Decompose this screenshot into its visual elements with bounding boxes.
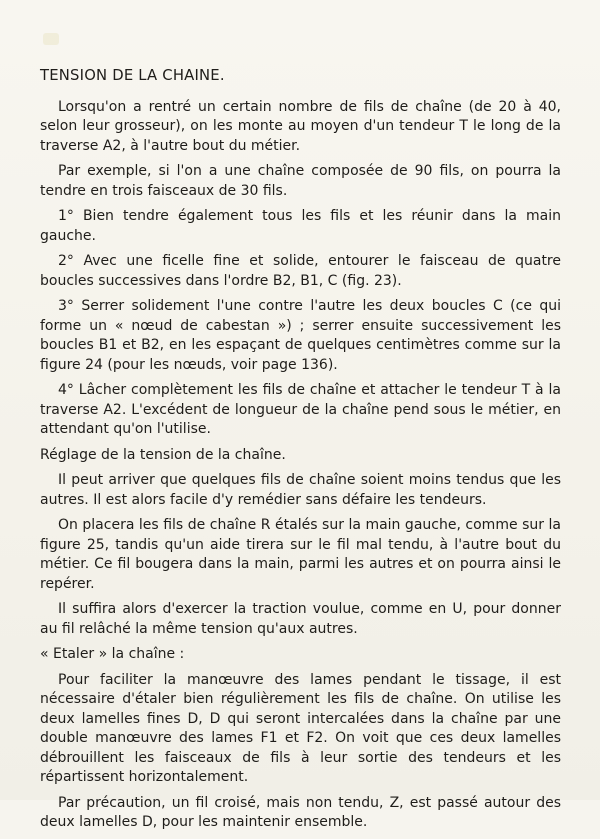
paragraph: 4° Lâcher complètement les fils de chaîne et attacher le tendeur T à la traverse A2. L'excédent de longueur de la chaîne pend sous le métier, en attendant qu'on l'utilise.	[40, 382, 561, 437]
paragraph: 1° Bien tendre également tous les fils et les réunir dans la main gauche.	[40, 208, 561, 244]
paragraph: On placera les fils de chaîne R étalés sur la main gauche, comme sur la figure 25, tandis qu'un aide tirera sur le fil mal tendu, à l'autre bout du métier. Ce fil bougera dans la main, parmi les autres et on pourra ainsi le repérer.	[40, 517, 561, 592]
section-title: TENSION DE LA CHAINE.	[40, 67, 225, 84]
document-body	[40, 66, 561, 839]
paragraph: Par exemple, si l'on a une chaîne composée de 90 fils, on pourra la tendre en trois faisceaux de 30 fils.	[40, 163, 561, 199]
paragraph: Il suffira alors d'exercer la traction voulue, comme en U, pour donner au fil relâché la même tension qu'aux autres.	[40, 601, 561, 637]
subheading: Réglage de la tension de la chaîne.	[40, 446, 286, 463]
paragraph: Lorsqu'on a rentré un certain nombre de fils de chaîne (de 20 à 40, selon leur grosseur), on les monte au moyen d'un tendeur T le long de la traverse A2, à l'autre bout du métier.	[40, 98, 561, 154]
subheading: « Etaler » la chaîne :	[40, 646, 185, 662]
paragraph: Il peut arriver que quelques fils de chaîne soient moins tendus que les autres. Il est alors facile d'y remédier sans défaire les tendeurs.	[40, 472, 561, 508]
paragraph: 2° Avec une ficelle fine et solide, entourer le faisceau de quatre boucles successives dans l'ordre B2, B1, C (fig. 23).	[40, 253, 561, 289]
paragraph: Pour faciliter la manœuvre des lames pendant le tissage, il est nécessaire d'étaler bien régulièrement les fils de chaîne. On utilise les deux lamelles fines D, D qui seront intercalées dans la chaîne par une double manœuvre des lames F1 et F2. On voit que ces deux lamelles débrouillent les faisceaux de fils à leur sortie des tendeurs et les répartissent horizontalement.	[40, 671, 561, 785]
paragraph: 3° Serrer solidement l'une contre l'autre les deux boucles C (ce qui forme un « nœud de cabestan ») ; serrer ensuite successivement les boucles B1 et B2, en les espaçant de quelques centimètres comme sur la figure 24 (pour les nœuds, voir page 136).	[40, 298, 561, 373]
paper-mark	[43, 33, 59, 45]
paragraph: Par précaution, un fil croisé, mais non tendu, Z, est passé autour des deux lamelles D, pour les maintenir ensemble.	[40, 794, 561, 830]
